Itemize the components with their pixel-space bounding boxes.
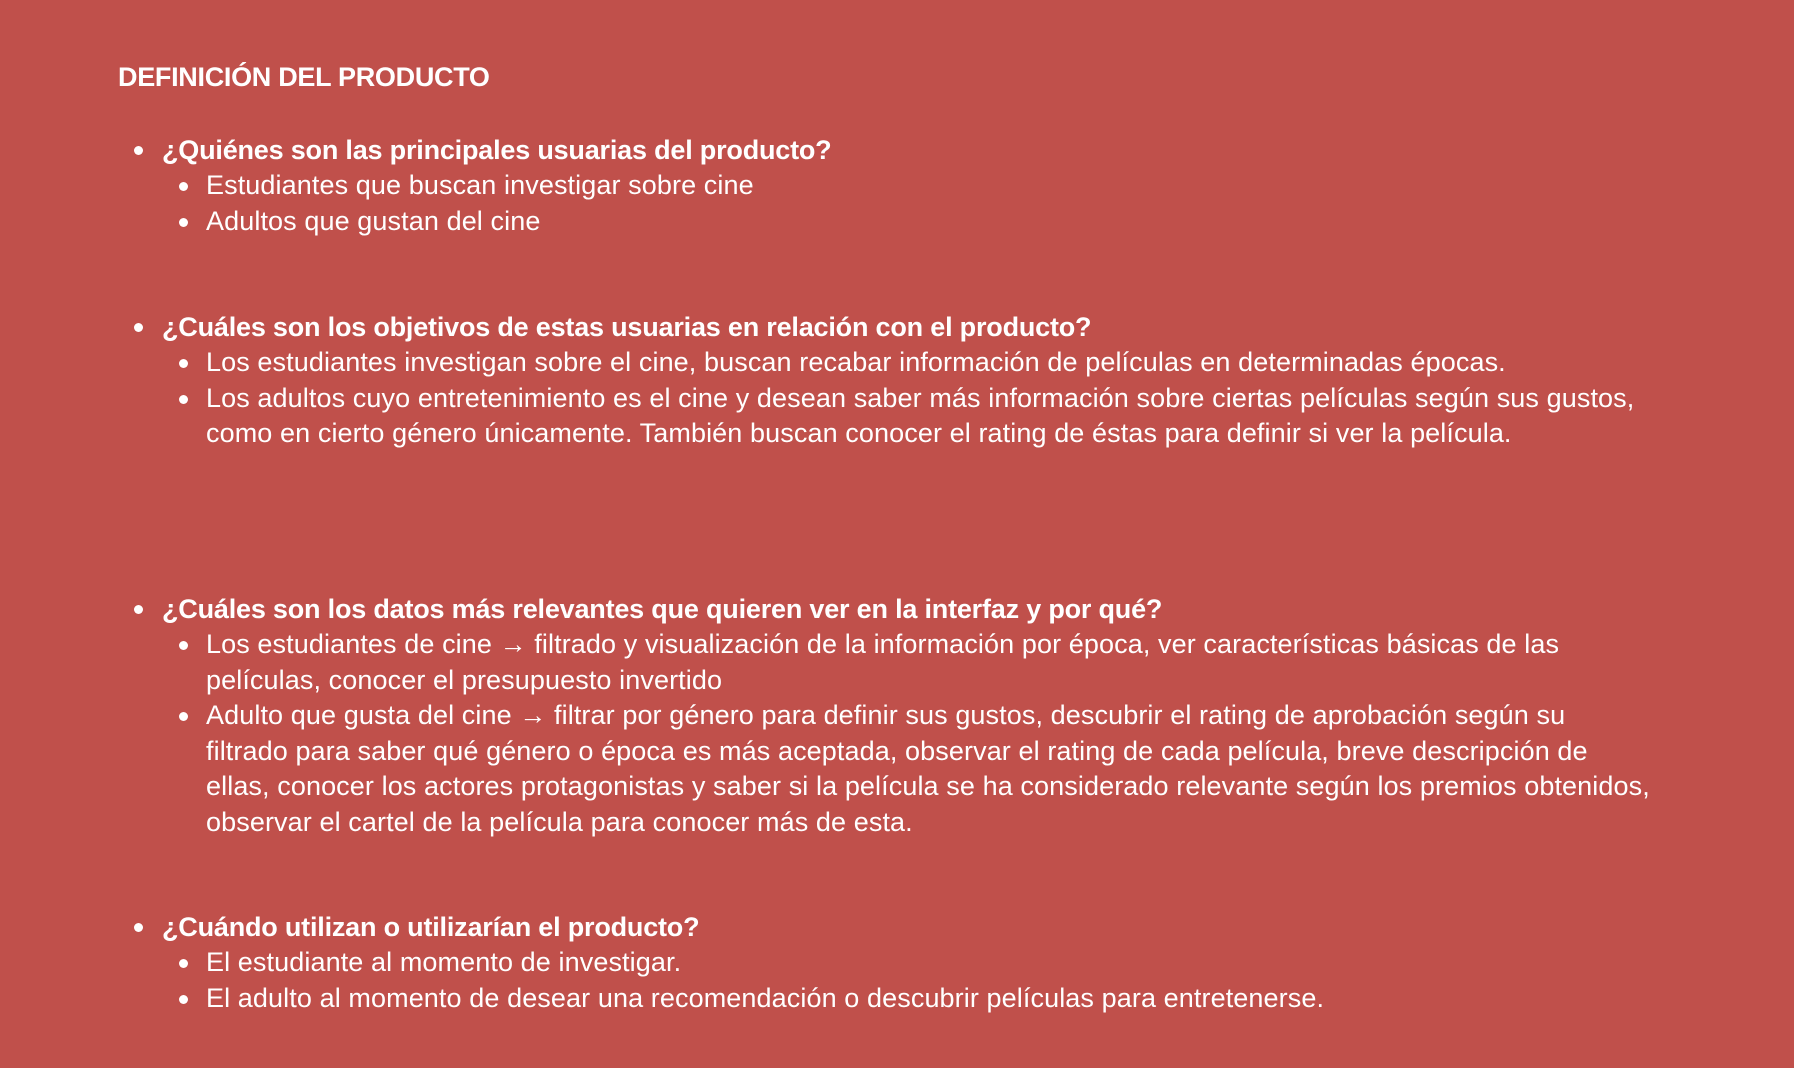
- answer-text: Los adultos cuyo entretenimiento es el cine y desean saber más información sobre ciertas películas según sus gustos, como en cierto género únicamente. También buscan conocer el rating de éstas para definir si ver la película.: [206, 382, 1635, 448]
- question-item: [134, 591, 1654, 627]
- answer-item: [206, 981, 1654, 1017]
- answer-item: [206, 627, 1654, 698]
- section-usage-time: [134, 909, 1654, 1016]
- bullet-icon: [179, 182, 188, 191]
- bullet-icon: [179, 712, 188, 721]
- answer-item: [206, 381, 1654, 452]
- answer-list: [134, 168, 1654, 239]
- bullet-icon: [179, 218, 188, 227]
- answer-text: Estudiantes que buscan investigar sobre cine: [206, 170, 754, 200]
- bullet-icon: [179, 395, 188, 404]
- answer-text: Los estudiantes investigan sobre el cine, buscan recabar información de películas en determinadas épocas.: [206, 347, 1506, 377]
- answer-item: [206, 204, 1654, 240]
- answer-text: El adulto al momento de desear una recomendación o descubrir películas para entretenerse.: [206, 982, 1325, 1013]
- bullet-icon: [179, 959, 188, 968]
- page-title: DEFINICIÓN DEL PRODUCTO: [118, 62, 490, 92]
- answer-item: [206, 698, 1654, 840]
- question-item: [134, 132, 1654, 168]
- section-objectives: [134, 309, 1654, 452]
- answer-text: Adulto que gusta del cine → filtrar por género para definir sus gustos, descubrir el rating de aprobación según su filtrado para saber qué género o época es más aceptada, observar el rating de cada película, breve descripción de ellas, conocer los actores protagonistas y saber si la película se ha considerado relevante según los premios obtenidos, observar el cartel de la película para conocer más de esta.: [206, 700, 1650, 837]
- question-text: ¿Cuáles son los datos más relevantes que quieren ver en la interfaz y por qué?: [162, 594, 1163, 624]
- question-item: [134, 909, 1654, 945]
- question-text: ¿Quiénes son las principales usuarias del producto?: [162, 135, 832, 165]
- answer-text: Adultos que gustan del cine: [206, 205, 541, 236]
- section-relevant-data: [134, 591, 1654, 840]
- answer-item: [206, 945, 1654, 981]
- answer-text: Los estudiantes de cine → filtrado y visualización de la información por época, ver características básicas de las películas, conocer el presupuesto invertido: [206, 629, 1560, 695]
- bullet-icon: [179, 359, 188, 368]
- bullet-icon: [134, 923, 143, 932]
- answer-item: [206, 345, 1654, 381]
- bullet-icon: [179, 641, 188, 650]
- answer-list: [134, 627, 1654, 840]
- question-text: ¿Cuándo utilizan o utilizarían el producto?: [162, 912, 700, 942]
- bullet-icon: [134, 605, 143, 614]
- question-item: [134, 309, 1654, 345]
- answer-list: [134, 945, 1654, 1016]
- section-users: [134, 132, 1654, 239]
- question-text: ¿Cuáles son los objetivos de estas usuarias en relación con el producto?: [162, 312, 1092, 342]
- answer-text: El estudiante al momento de investigar.: [206, 947, 682, 977]
- answer-list: [134, 345, 1654, 452]
- answer-item: [206, 168, 1654, 204]
- bullet-icon: [179, 995, 188, 1004]
- bullet-icon: [134, 323, 143, 332]
- bullet-icon: [134, 146, 143, 155]
